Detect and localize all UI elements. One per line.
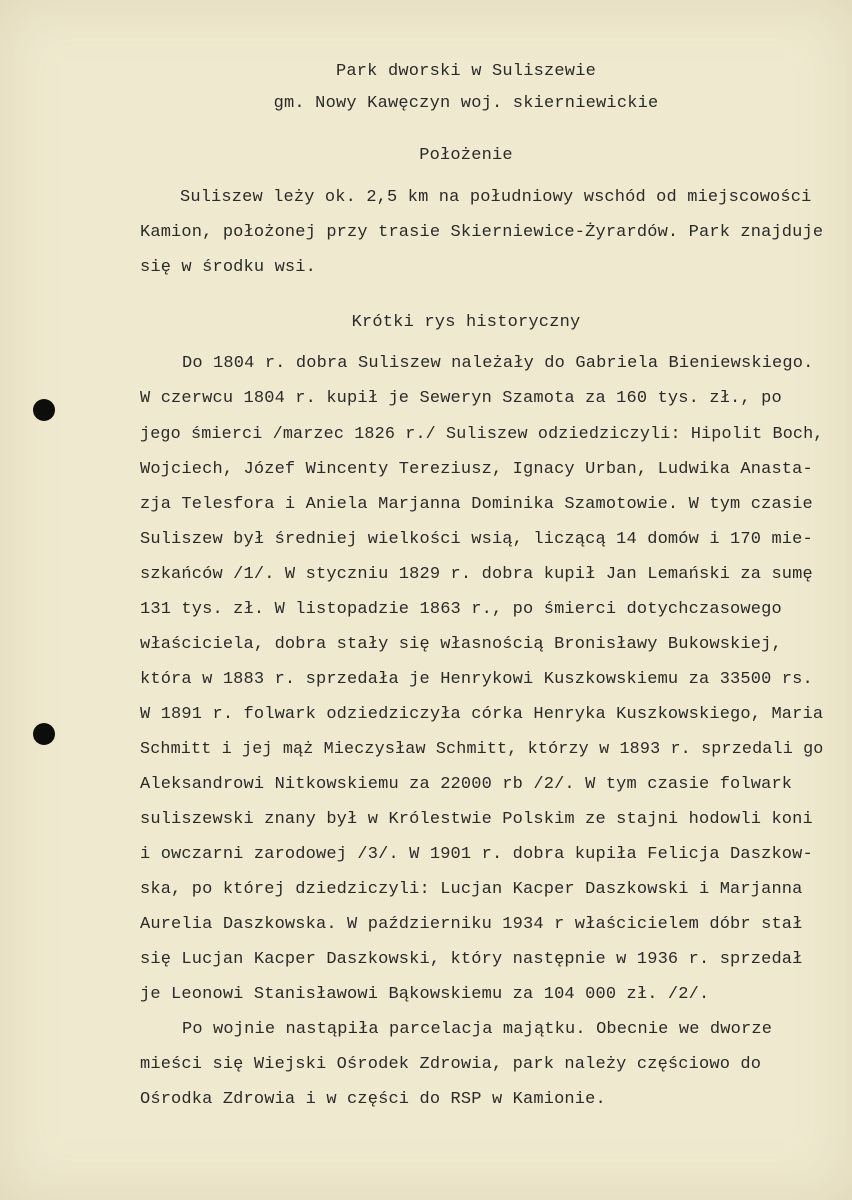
section-heading-history: Krótki rys historyczny	[351, 313, 581, 332]
paragraph-line: Po wojnie nastąpiła parcelacja majątku. Obecnie we dworze	[182, 1020, 773, 1039]
paragraph-line: się w środku wsi.	[140, 258, 316, 277]
title-line-1: Park dworski w Suliszewie	[335, 62, 597, 81]
paragraph-line: się Lucjan Kacper Daszkowski, który następnie w 1936 r. sprzedał	[140, 950, 803, 969]
section-heading-location: Położenie	[419, 146, 513, 165]
paragraph-line: mieści się Wiejski Ośrodek Zdrowia, park należy częściowo do	[140, 1055, 762, 1074]
paragraph-line: Kamion, położonej przy trasie Skierniewice-Żyrardów. Park znajduje	[140, 223, 824, 242]
paragraph-line: je Leonowi Stanisławowi Bąkowskiemu za 104 000 zł. /2/.	[140, 985, 710, 1004]
paragraph-line: i owczarni zarodowej /3/. W 1901 r. dobra kupiła Felicja Daszkow-	[140, 845, 813, 864]
paragraph-line: zja Telesfora i Aniela Marjanna Dominika Szamotowie. W tym czasie	[140, 495, 813, 514]
paragraph-line: Ośrodka Zdrowia i w części do RSP w Kamionie.	[140, 1090, 606, 1109]
paragraph-line: ska, po której dziedziczyli: Lucjan Kacper Daszkowski i Marjanna	[140, 880, 803, 899]
paragraph-line: W 1891 r. folwark odziedziczyła córka Henryka Kuszkowskiego, Maria	[140, 705, 824, 724]
title-line-2: gm. Nowy Kawęczyn woj. skierniewickie	[273, 94, 659, 113]
punch-hole	[33, 399, 55, 421]
paragraph-line: Do 1804 r. dobra Suliszew należały do Gabriela Bieniewskiego.	[182, 354, 814, 373]
paragraph-line: Schmitt i jej mąż Mieczysław Schmitt, którzy w 1893 r. sprzedali go	[140, 740, 824, 759]
paragraph-line: Suliszew był średniej wielkości wsią, liczącą 14 domów i 170 mie-	[140, 530, 813, 549]
paragraph-line: Suliszew leży ok. 2,5 km na południowy wschód od miejscowości	[180, 188, 812, 207]
paragraph-line: Aleksandrowi Nitkowskiemu za 22000 rb /2/. W tym czasie folwark	[140, 775, 793, 794]
paragraph-line: suliszewski znany był w Królestwie Polskim ze stajni hodowli koni	[140, 810, 813, 829]
paragraph-line: właściciela, dobra stały się własnością Bronisławy Bukowskiej,	[140, 635, 782, 654]
paragraph-line: jego śmierci /marzec 1826 r./ Suliszew odziedziczyli: Hipolit Boch,	[140, 425, 824, 444]
paragraph-line: szkańców /1/. W styczniu 1829 r. dobra kupił Jan Lemański za sumę	[140, 565, 813, 584]
paragraph-line: Aurelia Daszkowska. W październiku 1934 r właścicielem dóbr stał	[140, 915, 803, 934]
paragraph-line: Wojciech, Józef Wincenty Tereziusz, Ignacy Urban, Ludwika Anasta-	[140, 460, 813, 479]
paragraph-line: która w 1883 r. sprzedała je Henrykowi Kuszkowskiemu za 33500 rs.	[140, 670, 813, 689]
paragraph-line: W czerwcu 1804 r. kupił je Seweryn Szamota za 160 tys. zł., po	[140, 389, 782, 408]
paragraph-line: 131 tys. zł. W listopadzie 1863 r., po śmierci dotychczasowego	[140, 600, 782, 619]
punch-hole	[33, 723, 55, 745]
